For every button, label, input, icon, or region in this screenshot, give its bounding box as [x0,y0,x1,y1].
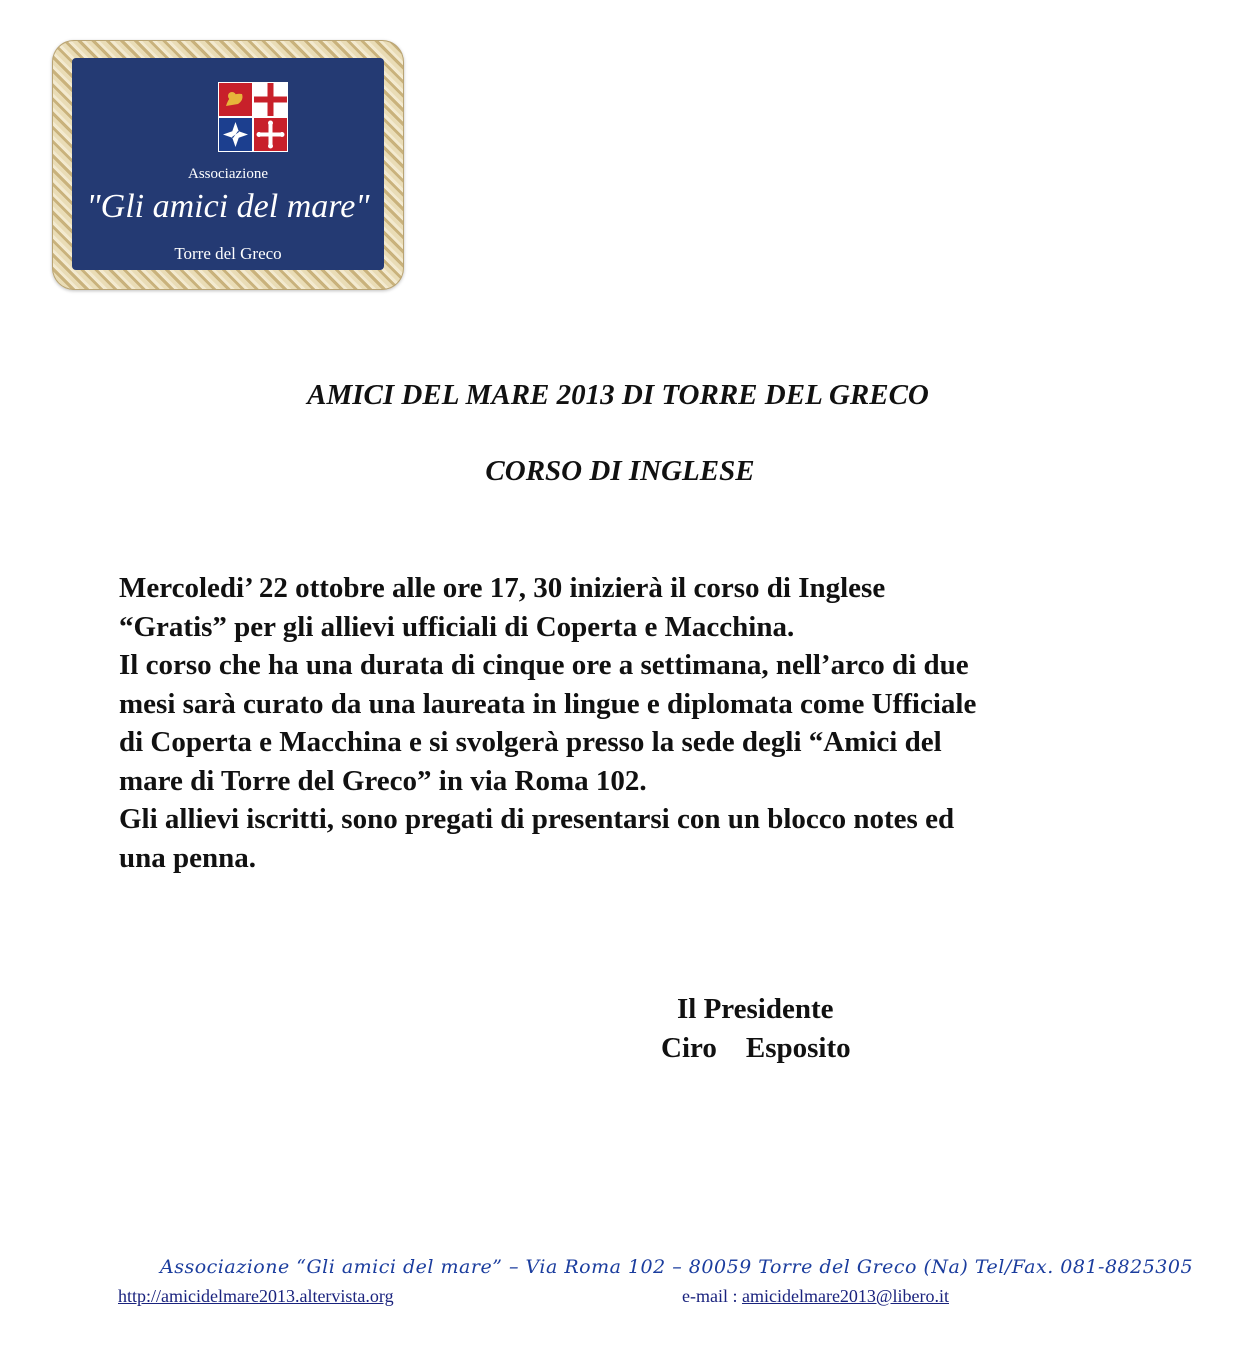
logo-panel [72,58,384,270]
body-line: Mercoledi’ 22 ottobre alle ore 17, 30 inizierà il corso di Inglese [119,572,886,604]
footer-address: Associazione “Gli amici del mare” – Via Roma 102 – 80059 Torre del Greco (Na) Tel/Fax. 081-8825305 [160,1256,1194,1278]
body-line: Il corso che ha una durata di cinque ore a settimana, nell’arco di due [119,649,969,681]
signature-name: Ciro Esposito [661,1032,851,1064]
footer-email [682,1286,949,1307]
logo-city: Torre del Greco [174,244,282,263]
document-title: AMICI DEL MARE 2013 DI TORRE DEL GRECO [307,379,929,411]
body-line: una penna. [119,841,257,874]
website-link[interactable]: http://amicidelmare2013.altervista.org [118,1286,394,1306]
logo-association-name: "Gli amici del mare" [86,188,370,225]
association-logo [52,40,404,290]
signature-role: Il Presidente [677,993,834,1025]
body-line: di Coperta e Macchina e si svolgerà presso la sede degli “Amici del [119,726,942,758]
maritime-republics-shield-icon [218,82,288,152]
body-line: “Gratis” per gli allievi ufficiali di Coperta e Macchina. [119,610,795,643]
logo-association-label: Associazione [188,166,268,182]
email-label: e-mail : [682,1286,742,1306]
body-line: Gli allievi iscritti, sono pregati di presentarsi con un blocco notes ed [119,803,955,835]
email-link[interactable]: amicidelmare2013@libero.it [741,1286,949,1306]
announcement-body [119,569,1129,877]
body-line: mesi sarà curato da una laureata in lingue e diplomata come Ufficiale [119,687,977,720]
body-line: mare di Torre del Greco” in via Roma 102. [119,764,647,797]
document-subtitle: CORSO DI INGLESE [485,455,755,487]
